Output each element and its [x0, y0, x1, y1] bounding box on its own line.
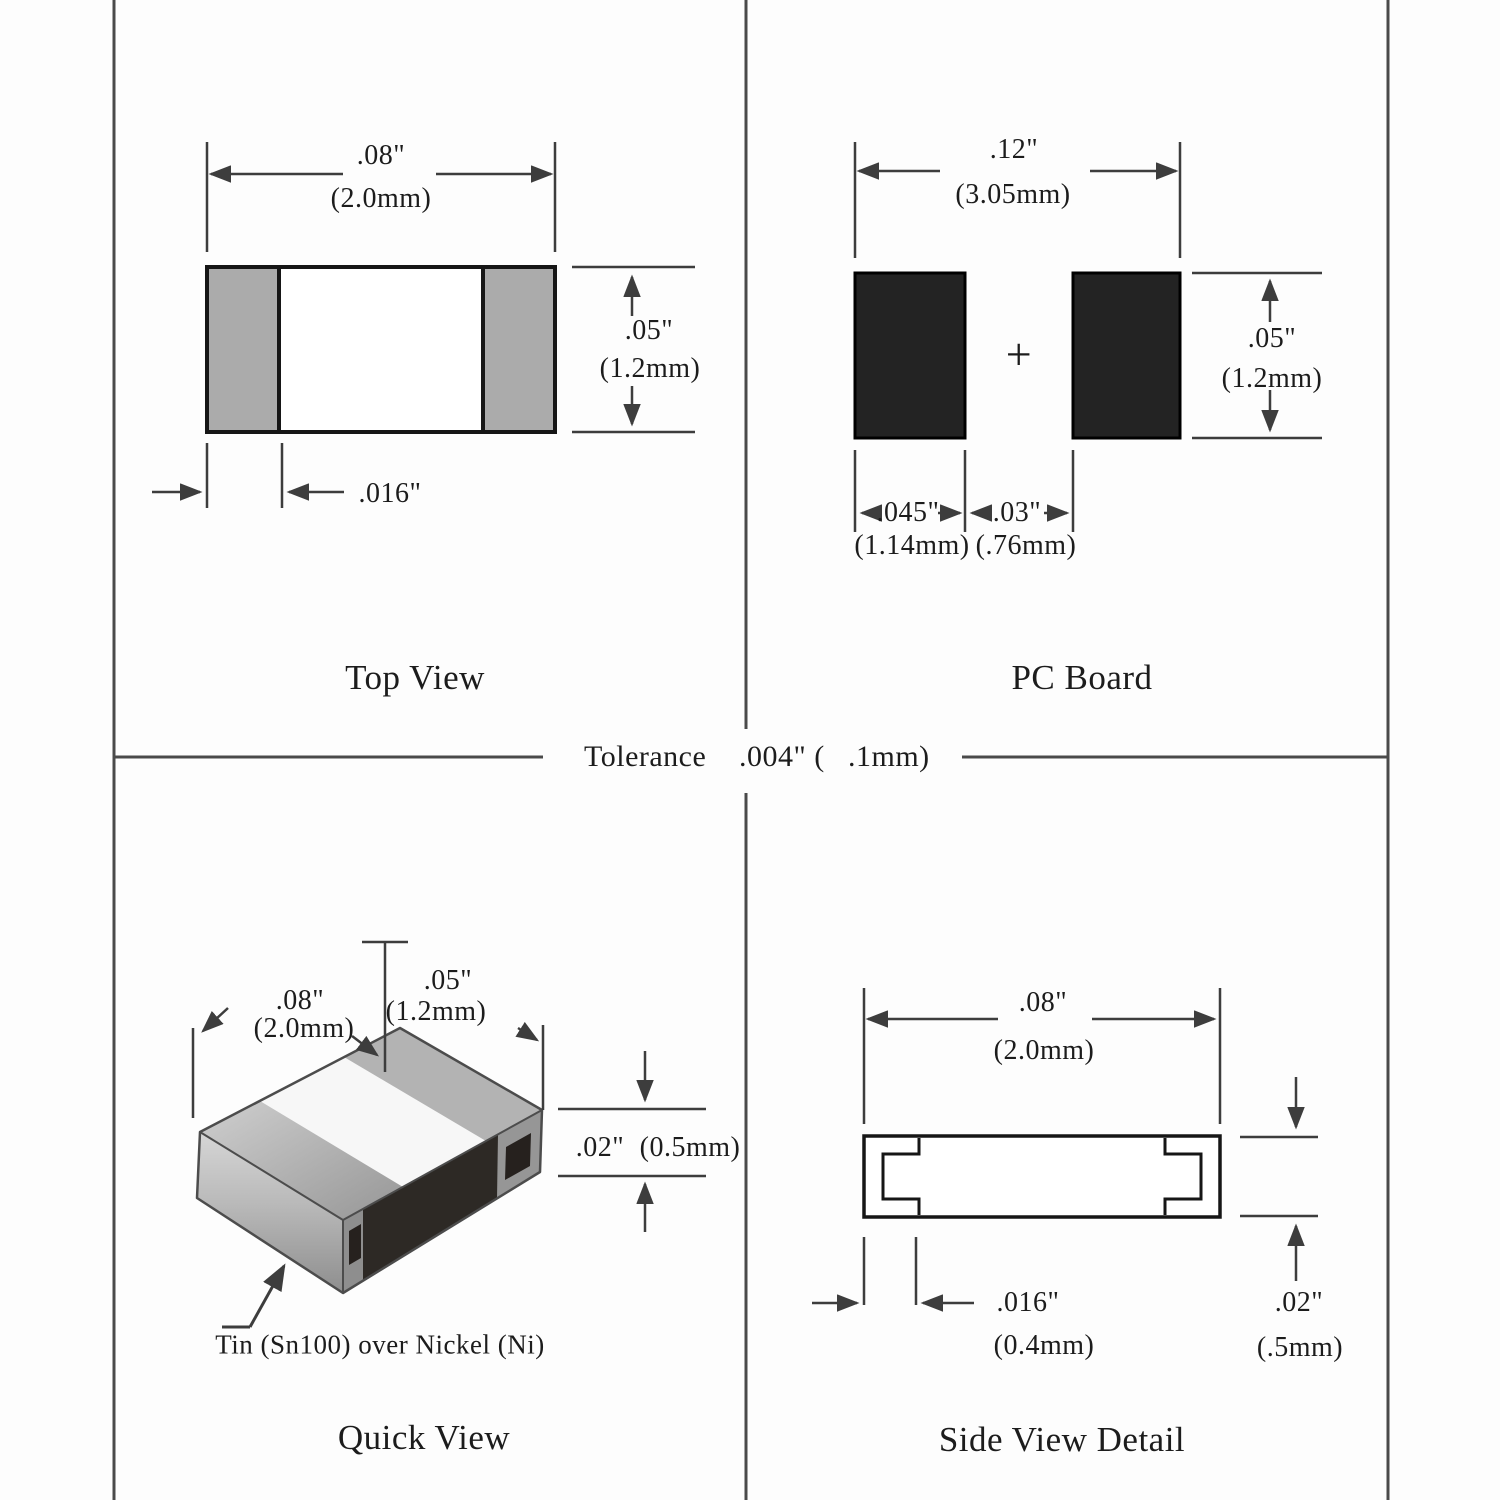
side-view-body [864, 1136, 1220, 1217]
chip-side-terminal-window-small [349, 1224, 361, 1265]
quick-view-width-mm-label: (1.2mm) [385, 996, 487, 1027]
plating-leader-arrow [250, 1266, 284, 1327]
side-view-terminal-inch-label: .016" [996, 1287, 1060, 1318]
quick-view-length-inch-label: .08" [275, 985, 325, 1016]
pcb-pad-mm-label: (1.14mm) [854, 530, 970, 561]
top-view-terminal-inch-label: .016" [358, 478, 422, 509]
tolerance-mm-value: .1mm) [848, 740, 930, 773]
side-view-height-mm-label: (.5mm) [1256, 1332, 1344, 1363]
top-view-terminal-left [207, 267, 279, 432]
quick-view-length-mm-label: (2.0mm) [253, 1013, 355, 1044]
pcb-gap-inch-label: .03" [992, 497, 1042, 528]
pcb-height-mm-label: (1.2mm) [1221, 363, 1323, 394]
plating-note: Tin (Sn100) over Nickel (Ni) [215, 1329, 545, 1360]
side-view-terminal-mm-label: (0.4mm) [993, 1330, 1095, 1361]
pcb-pad-right [1073, 273, 1180, 438]
pcb-pad-left [855, 273, 965, 438]
quick-view-width-inch-label: .05" [423, 965, 473, 996]
top-view-height-mm-label: (1.2mm) [599, 353, 701, 384]
quick-view-chip [197, 1028, 542, 1293]
top-view-width-inch-label: .08" [356, 140, 406, 171]
top-view-terminal-right [483, 267, 555, 432]
side-view-length-inch-label: .08" [1018, 987, 1068, 1018]
quick-view-height-inch-label: .02" [575, 1132, 625, 1163]
tolerance-inch-value: .004" ( [739, 740, 825, 773]
top-view-part [207, 267, 555, 432]
pcb-width-inch-label: .12" [989, 134, 1039, 165]
pcb-height-inch-label: .05" [1247, 323, 1297, 354]
side-view-caption: Side View Detail [938, 1420, 1186, 1459]
quick-view-caption: Quick View [337, 1418, 511, 1457]
top-view-width-mm-label: (2.0mm) [330, 183, 432, 214]
side-view-part [864, 1136, 1220, 1217]
side-view-height-inch-label: .02" [1274, 1287, 1324, 1318]
pcb-width-mm-label: (3.05mm) [955, 179, 1071, 210]
pcb-gap-mm-label: (.76mm) [975, 530, 1077, 561]
tolerance-label: Tolerance [584, 740, 707, 773]
pc-board-caption: PC Board [1011, 658, 1153, 697]
pcb-pad-inch-label: .045" [876, 497, 940, 528]
side-view-length-mm-label: (2.0mm) [993, 1035, 1095, 1066]
top-view-caption: Top View [345, 658, 485, 697]
pcb-polarity-plus: + [1005, 328, 1033, 380]
quick-view-height-mm-label: (0.5mm) [639, 1132, 741, 1163]
top-view-height-inch-label: .05" [624, 315, 674, 346]
